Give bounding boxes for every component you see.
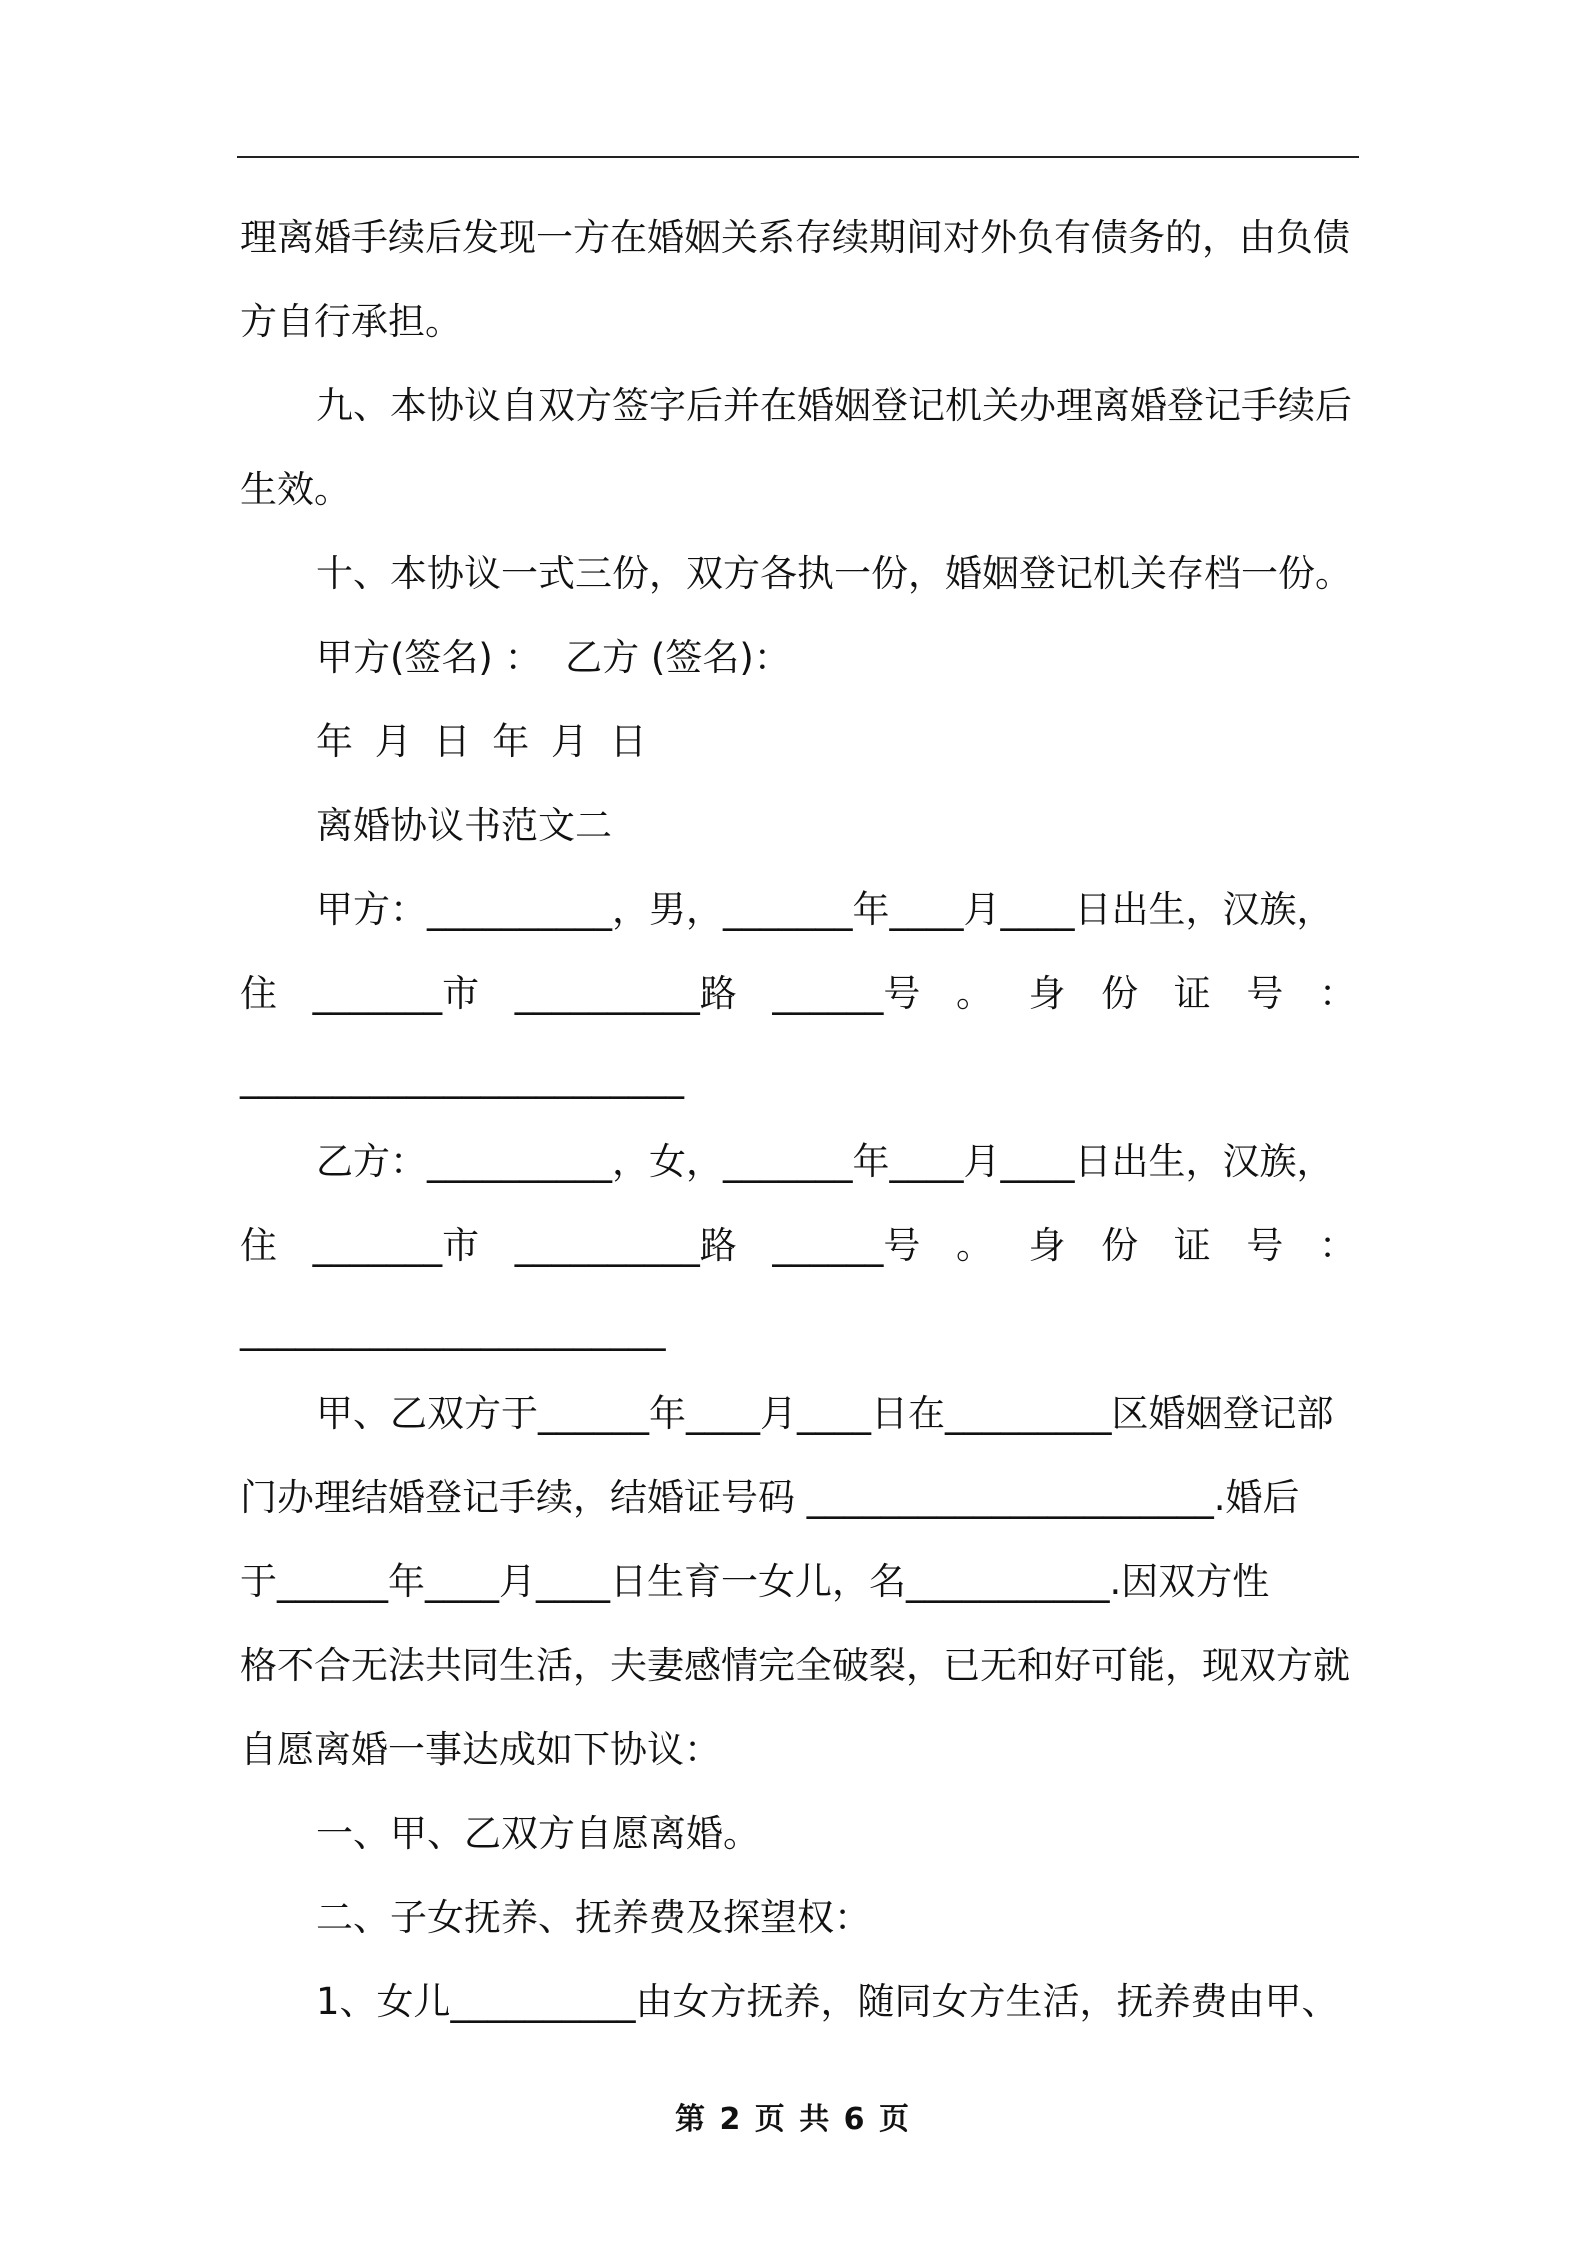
party-a-id-blank: ________________________ xyxy=(240,1056,684,1099)
clause-one: 一、甲、乙双方自愿离婚。 xyxy=(316,1812,760,1855)
address-part: 份 xyxy=(1101,972,1139,1015)
party-b-address-line xyxy=(240,1204,1356,1288)
address-part: _______市 xyxy=(312,1224,480,1267)
address-part: ______号 xyxy=(772,1224,921,1267)
party-a-line: 甲方：__________，男，_______年____月____日出生，汉族， xyxy=(316,888,1334,931)
party-b-line: 乙方：__________，女，_______年____月____日出生，汉族， xyxy=(316,1140,1334,1183)
paragraph-line: 甲、乙双方于______年____月____日在_________区婚姻登记部 xyxy=(316,1392,1334,1435)
address-part: 证 xyxy=(1173,972,1211,1015)
clause-two: 二、子女抚养、抚养费及探望权： xyxy=(316,1896,871,1939)
paragraph-line: 生效。 xyxy=(240,468,351,511)
party-b-id-blank: _______________________ xyxy=(240,1308,666,1351)
paragraph-line: 方自行承担。 xyxy=(240,300,462,343)
address-part: __________路 xyxy=(514,972,737,1015)
paragraph-line: 门办理结婚登记手续，结婚证号码 ______________________.婚后 xyxy=(240,1476,1300,1519)
address-part: ______号 xyxy=(772,972,921,1015)
paragraph-line: 自愿离婚一事达成如下协议： xyxy=(240,1728,721,1771)
date-line: 年 月 日 年 月 日 xyxy=(316,720,647,763)
document-body xyxy=(240,196,1356,2044)
paragraph-line: 理离婚手续后发现一方在婚姻关系存续期间对外负有债务的，由负债 xyxy=(240,216,1350,259)
address-part: ： xyxy=(1318,1224,1356,1267)
page-number-footer: 第 2 页 共 6 页 xyxy=(675,2102,911,2137)
paragraph-line: 格不合无法共同生活，夫妻感情完全破裂，已无和好可能，现双方就 xyxy=(240,1644,1350,1687)
clause-nine: 九、本协议自双方签字后并在婚姻登记机关办理离婚登记手续后 xyxy=(316,384,1352,427)
address-part: 身 xyxy=(1028,1224,1066,1267)
address-part: __________路 xyxy=(514,1224,737,1267)
address-part: 住 xyxy=(240,972,277,1015)
header-rule xyxy=(237,156,1359,158)
address-part: ： xyxy=(1318,972,1356,1015)
address-part: 住 xyxy=(240,1224,277,1267)
signature-line: 甲方(签名) ： 乙方 (签名)： xyxy=(316,636,791,679)
address-part: 号 xyxy=(1246,1224,1284,1267)
address-part: 。 xyxy=(955,1224,993,1267)
address-part: 号 xyxy=(1246,972,1284,1015)
address-part: 证 xyxy=(1173,1224,1211,1267)
address-part: 。 xyxy=(955,972,993,1015)
address-part: 份 xyxy=(1101,1224,1139,1267)
party-a-address-line xyxy=(240,952,1356,1036)
clause-two-item-one: 1、女儿__________由女方抚养，随同女方生活，抚养费由甲、 xyxy=(316,1980,1339,2023)
section-title: 离婚协议书范文二 xyxy=(316,804,612,847)
address-part: 身 xyxy=(1028,972,1066,1015)
clause-ten: 十、本协议一式三份，双方各执一份，婚姻登记机关存档一份。 xyxy=(316,552,1352,595)
paragraph-line: 于______年____月____日生育一女儿，名___________.因双方性 xyxy=(240,1560,1270,1603)
address-part: _______市 xyxy=(312,972,480,1015)
